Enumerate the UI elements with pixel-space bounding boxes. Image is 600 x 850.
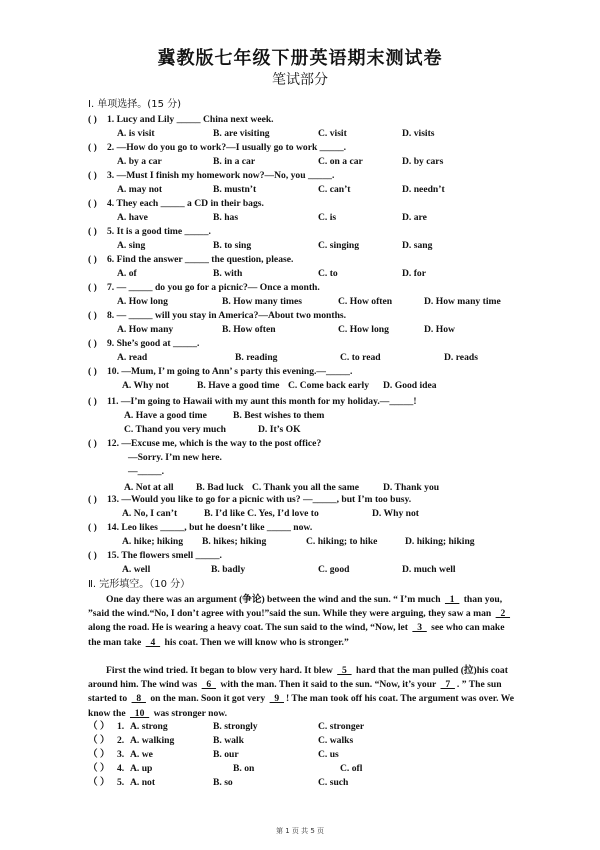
option: C. Thand you very much bbox=[124, 424, 226, 435]
answer-bracket: ( ) bbox=[88, 366, 97, 377]
passage-text: with the man. Then it said to the sun. “Now, it’s your bbox=[218, 679, 439, 691]
question-stem: 13. —Would you like to go for a picnic with us? —_____, but I’m too busy. bbox=[107, 494, 412, 505]
passage-text: see who can make the man take bbox=[88, 622, 505, 648]
option: B. on bbox=[233, 763, 255, 774]
blank-number: 2 bbox=[495, 608, 511, 620]
question-stem: 4. They each _____ a CD in their bags. bbox=[107, 198, 264, 209]
question-stem: 15. The flowers smell _____. bbox=[107, 550, 222, 561]
option: C. How long bbox=[338, 324, 389, 335]
option: C. is bbox=[318, 212, 337, 223]
blank-number: 7 bbox=[440, 679, 455, 691]
blank-number: 4 bbox=[145, 636, 161, 648]
passage-text: was stronger now. bbox=[151, 707, 228, 719]
answer-bracket: ( ) bbox=[88, 338, 97, 349]
passage-text: hard that the man pulled (拉)his coat around him. The wind was bbox=[88, 665, 508, 691]
option: A. have bbox=[117, 212, 148, 223]
option: A. How many bbox=[117, 324, 174, 335]
blank-number: 3 bbox=[412, 622, 427, 634]
passage-text: along the road. He is wearing a heavy coat. The sun said to the wind, “Now, let bbox=[88, 622, 411, 634]
page-footer: 第 1 页 共 5 页 bbox=[275, 827, 325, 835]
option: B. mustn’t bbox=[213, 184, 257, 195]
answer-bracket: （ ） bbox=[88, 763, 110, 774]
option: C. good bbox=[318, 564, 350, 575]
option: C. singing bbox=[318, 240, 360, 251]
option: C. visit bbox=[318, 128, 347, 139]
option: A. How long bbox=[117, 296, 168, 307]
option: B. with bbox=[213, 268, 243, 279]
option: A. Have a good time bbox=[124, 410, 207, 421]
option: D. reads bbox=[444, 352, 478, 363]
question-stem: 8. — _____ will you stay in America?—About two months. bbox=[107, 310, 347, 321]
option: D. sang bbox=[402, 240, 433, 251]
option: B. walk bbox=[213, 735, 244, 746]
option: A. is visit bbox=[117, 128, 155, 139]
option: B. How many times bbox=[222, 296, 302, 307]
passage-text: . ” The sun started to bbox=[88, 679, 502, 705]
question-stem: 3. —Must I finish my homework now?—No, you _____. bbox=[107, 170, 335, 181]
option: C. Thank you all the same bbox=[252, 482, 359, 493]
passage-text: First the wind tried. It began to blow very hard. It blew bbox=[106, 665, 336, 676]
option: A. of bbox=[117, 268, 137, 279]
question-stem: 1. Lucy and Lily _____ China next week. bbox=[107, 114, 274, 125]
question-stem: 5. It is a good time _____. bbox=[107, 226, 211, 237]
option: D. Good idea bbox=[383, 380, 437, 391]
blank-number: 8 bbox=[131, 693, 146, 705]
blank-number: 6 bbox=[201, 679, 217, 691]
option: B. are visiting bbox=[213, 128, 270, 139]
option: D. hiking; hiking bbox=[405, 536, 475, 547]
option: C. hiking; to hike bbox=[306, 536, 378, 547]
option: B. I’d like C. Yes, I’d love to bbox=[204, 508, 319, 519]
passage-text: One day there was an argument (争论) between the wind and the sun. “ I’m much bbox=[106, 594, 443, 605]
blank-number: 5 bbox=[337, 665, 352, 676]
option: A. walking bbox=[130, 735, 175, 746]
option: D. Why not bbox=[372, 508, 420, 519]
answer-bracket: ( ) bbox=[88, 170, 97, 181]
answer-bracket: ( ) bbox=[88, 396, 97, 407]
option: D. How bbox=[424, 324, 455, 335]
option: B. Have a good time bbox=[197, 380, 280, 391]
option: C. ofl bbox=[340, 763, 363, 774]
answer-bracket: （ ） bbox=[88, 735, 110, 746]
option: C. such bbox=[318, 777, 349, 788]
option: B. Best wishes to them bbox=[233, 410, 325, 421]
option: A. may not bbox=[117, 184, 163, 195]
answer-bracket: ( ) bbox=[88, 438, 97, 449]
option: C. to bbox=[318, 268, 338, 279]
option: D. for bbox=[402, 268, 426, 279]
answer-bracket: ( ) bbox=[88, 494, 97, 505]
option: A. strong bbox=[130, 721, 168, 732]
option: B. has bbox=[213, 212, 239, 223]
option: C. Come back early bbox=[288, 380, 369, 391]
question-stem: 12. —Excuse me, which is the way to the post office? bbox=[107, 438, 322, 449]
blank-number: 1 bbox=[444, 594, 460, 605]
cloze-number: 1. bbox=[117, 721, 125, 732]
answer-bracket: ( ) bbox=[88, 522, 97, 533]
option: A. Not at all bbox=[124, 482, 174, 493]
question-stem: 7. — _____ do you go for a picnic?— Once a month. bbox=[107, 282, 320, 293]
cloze-paragraph-1 bbox=[88, 593, 518, 650]
option: D. by cars bbox=[402, 156, 444, 167]
option: A. up bbox=[130, 763, 153, 774]
blank-number: 10 bbox=[129, 707, 150, 719]
cloze-number: 3. bbox=[117, 749, 125, 760]
question-stem: 11. —I’m going to Hawaii with my aunt this month for my holiday.—_____! bbox=[107, 396, 417, 407]
option: A. not bbox=[130, 777, 156, 788]
cloze-number: 4. bbox=[117, 763, 125, 774]
option: A. hike; hiking bbox=[122, 536, 184, 547]
option: B. reading bbox=[235, 352, 278, 363]
answer-bracket: ( ) bbox=[88, 226, 97, 237]
option: A. by a car bbox=[117, 156, 162, 167]
option: D. How many time bbox=[424, 296, 501, 307]
cloze-paragraph-2 bbox=[88, 664, 518, 721]
option: C. can’t bbox=[318, 184, 351, 195]
page-subtitle: 笔试部分 bbox=[272, 72, 328, 88]
section-1-header: Ⅰ. 单项选择。(15 分) bbox=[88, 99, 182, 110]
option: D. much well bbox=[402, 564, 456, 575]
option: D. Thank you bbox=[383, 482, 440, 493]
answer-bracket: ( ) bbox=[88, 142, 97, 153]
answer-bracket: （ ） bbox=[88, 721, 110, 732]
question-stem: 9. She’s good at _____. bbox=[107, 338, 200, 349]
answer-bracket: ( ) bbox=[88, 254, 97, 265]
option: A. Why not bbox=[122, 380, 170, 391]
option: B. so bbox=[213, 777, 233, 788]
answer-bracket: ( ) bbox=[88, 550, 97, 561]
option: C. us bbox=[318, 749, 339, 760]
option: B. Bad luck bbox=[196, 482, 244, 493]
option: C. walks bbox=[318, 735, 354, 746]
option: D. are bbox=[402, 212, 427, 223]
option: C. on a car bbox=[318, 156, 363, 167]
option: C. stronger bbox=[318, 721, 365, 732]
question-stem: 10. —Mum, I’ m going to Ann’ s party this evening.—_____. bbox=[107, 366, 353, 377]
option: D. visits bbox=[402, 128, 435, 139]
option: A. read bbox=[117, 352, 148, 363]
blank-number: 9 bbox=[269, 693, 284, 705]
question-stem: 2. —How do you go to work?—I usually go to work _____. bbox=[107, 142, 347, 153]
option: B. in a car bbox=[213, 156, 256, 167]
question-stem: 6. Find the answer _____ the question, please. bbox=[107, 254, 294, 265]
passage-text: his coat. Then we will know who is stronger.” bbox=[162, 636, 349, 648]
option: B. badly bbox=[211, 564, 246, 575]
passage-text: ! The man took off his coat. The argument was over. We know the bbox=[88, 693, 515, 719]
section-2-header: Ⅱ. 完形填空。（10 分） bbox=[88, 579, 191, 590]
option: A. well bbox=[122, 564, 151, 575]
option: D. It’s OK bbox=[258, 424, 301, 435]
option: B. strongly bbox=[213, 721, 258, 732]
option: D. needn’t bbox=[402, 184, 445, 195]
cloze-number: 5. bbox=[117, 777, 125, 788]
option: C. to read bbox=[340, 352, 381, 363]
option: C. How often bbox=[338, 296, 393, 307]
question-stem-line: —Sorry. I’m new here. bbox=[128, 452, 222, 463]
option: B. How often bbox=[222, 324, 276, 335]
option: A. we bbox=[130, 749, 153, 760]
option: A. sing bbox=[117, 240, 146, 251]
page-title: 冀教版七年级下册英语期末测试卷 bbox=[157, 48, 443, 69]
answer-bracket: ( ) bbox=[88, 282, 97, 293]
passage-text: than you, ”said the wind.“No, I don’t agree with you!”said the sun. While they were arguing, they saw a man bbox=[88, 594, 503, 620]
answer-bracket: （ ） bbox=[88, 777, 110, 788]
option: B. our bbox=[213, 749, 239, 760]
answer-bracket: ( ) bbox=[88, 310, 97, 321]
cloze-number: 2. bbox=[117, 735, 125, 746]
passage-text: on the man. Soon it got very bbox=[147, 693, 268, 705]
option: B. to sing bbox=[213, 240, 252, 251]
answer-bracket: ( ) bbox=[88, 198, 97, 209]
question-stem: 14. Leo likes _____, but he doesn’t like _____ now. bbox=[107, 522, 313, 533]
option: B. hikes; hiking bbox=[202, 536, 267, 547]
question-stem-line: —_____. bbox=[128, 466, 164, 477]
answer-bracket: ( ) bbox=[88, 114, 97, 125]
answer-bracket: （ ） bbox=[88, 749, 110, 760]
option: A. No, I can’t bbox=[122, 508, 178, 519]
